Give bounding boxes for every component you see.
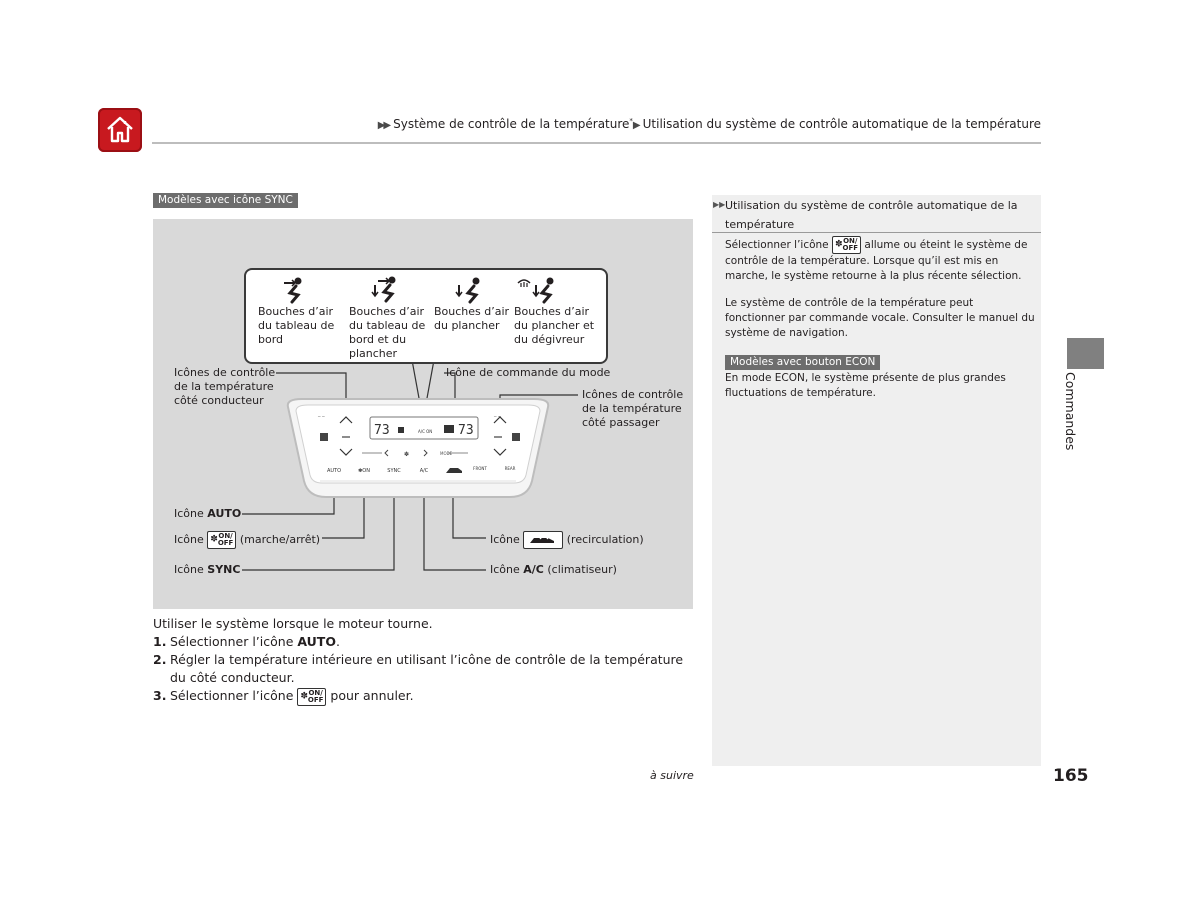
sidebar-paragraph-2: Le système de contrôle de la température peut fonctionner par commande vocale. Consulter le manuel du système de navigation. <box>725 297 1035 339</box>
onoff-icon: ✽ON/ OFF <box>832 236 861 254</box>
step-1: 1. Sélectionner l’icône AUTO. <box>153 634 340 649</box>
vent3-label: Bouches d’air du plancher <box>434 305 510 332</box>
sync-label: Icône SYNC <box>174 563 241 576</box>
ac-label: Icône A/C (climatiseur) <box>490 563 617 576</box>
vent-mode-icons <box>278 275 568 305</box>
recirc-icon <box>523 531 563 549</box>
breadcrumb-asterisk: * <box>629 117 633 125</box>
svg-text:REAR: REAR <box>504 466 516 471</box>
reference-icon: ▶▶ <box>713 200 726 209</box>
chapter-tab[interactable] <box>1067 338 1104 369</box>
sidebar-paragraph-1: Sélectionner l’icône ✽ON/ OFF allume ou éteint le système de contrôle de la température. Lorsque qu’il est mis en marche, le système retourne à la plus récente sélection. <box>725 237 1028 282</box>
dash-vent-icon <box>284 278 301 302</box>
breadcrumb-page: Utilisation du système de contrôle automatique de la température <box>642 117 1041 131</box>
sidebar-title: Utilisation du système de contrôle automatique de la température <box>725 199 1018 231</box>
svg-text:73: 73 <box>374 423 390 438</box>
floor-vent-icon <box>456 278 479 302</box>
continued-text: à suivre <box>650 769 694 782</box>
intro-text: Utiliser le système lorsque le moteur tourne. <box>153 616 433 631</box>
floor-defrost-icon <box>518 278 553 302</box>
svg-text:✽: ✽ <box>404 451 410 458</box>
svg-text:_ _: _ _ <box>318 411 325 417</box>
chapter-tab-label[interactable]: Commandes <box>1063 372 1078 451</box>
onoff-label: Icône ✽ON/ OFF (marche/arrêt) <box>174 532 321 547</box>
page-number: 165 <box>1053 766 1089 786</box>
econ-badge: Modèles avec bouton ECON <box>725 355 880 370</box>
vent2-label: Bouches d’air du tableau de bord et du plancher <box>349 305 426 360</box>
svg-text:FRONT: FRONT <box>473 466 487 471</box>
breadcrumb-arrows-icon: ▶▶ <box>377 120 390 131</box>
mode-label: Icône de commande du mode <box>446 366 611 379</box>
auto-label: Icône AUTO <box>174 507 242 520</box>
climate-control-panel <box>282 397 554 501</box>
step-3: 3. Sélectionner l’icône ✽ON/ OFF pour annuler. <box>153 688 414 704</box>
dash-floor-vent-icon <box>372 277 395 301</box>
step-2: 2. Régler la température intérieure en utilisant l’icône de contrôle de la température du côté conducteur. <box>153 652 684 685</box>
breadcrumb-section[interactable]: Système de contrôle de la température <box>393 117 630 131</box>
svg-text:A/C ON: A/C ON <box>418 429 433 434</box>
sidebar-paragraph-3: En mode ECON, le système présente de plus grandes fluctuations de température. <box>725 372 1006 399</box>
svg-text:MODE: MODE <box>440 451 453 456</box>
svg-text:73: 73 <box>458 423 474 438</box>
onoff-icon: ✽ON/ OFF <box>207 531 236 549</box>
recirc-label: Icône (recirculation) <box>490 531 644 549</box>
vent1-label: Bouches d’air du tableau de bord <box>258 305 335 346</box>
models-badge: Modèles avec icône SYNC <box>153 193 298 208</box>
driver-temp-label: Icônes de contrôle de la température côté conducteur <box>174 366 276 407</box>
vent4-label: Bouches d’air du plancher et du dégivreur <box>514 305 595 346</box>
onoff-icon: ✽ON/ OFF <box>297 688 326 706</box>
svg-text:_ _: _ _ <box>494 411 501 417</box>
svg-text:A/C: A/C <box>419 468 429 474</box>
passenger-temp-label: Icônes de contrôle de la température côté passager <box>582 388 684 429</box>
svg-text:AUTO: AUTO <box>326 468 342 474</box>
svg-text:SYNC: SYNC <box>387 468 401 474</box>
instructions <box>153 615 698 706</box>
breadcrumb-arrow-icon: ▶ <box>632 120 639 131</box>
svg-text:✽ON: ✽ON <box>358 468 370 474</box>
